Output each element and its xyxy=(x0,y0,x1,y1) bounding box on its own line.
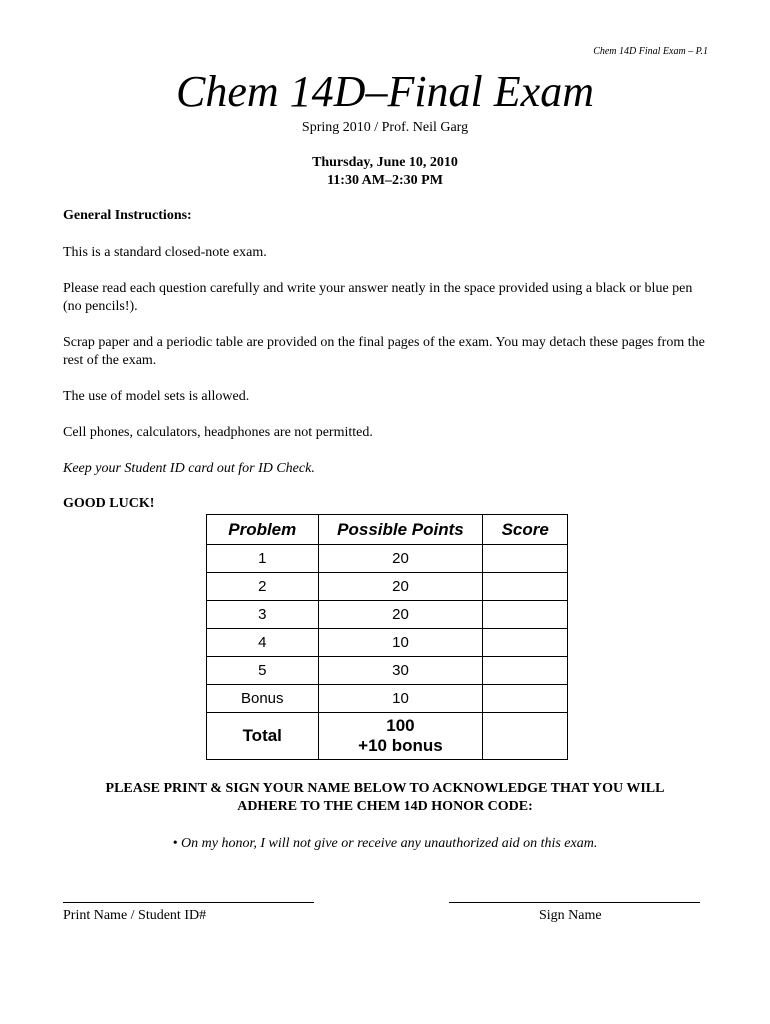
points-cell: 20 xyxy=(318,601,483,629)
score-cell[interactable] xyxy=(483,685,568,713)
total-label: Total xyxy=(207,713,319,760)
instruction-paragraph: Scrap paper and a periodic table are provided on the final pages of the exam. You may detach these pages from the rest of the exam. xyxy=(63,335,705,368)
exam-title: Chem 14D–Final Exam xyxy=(176,67,594,116)
honor-heading-line: ADHERE TO THE CHEM 14D HONOR CODE: xyxy=(237,799,533,814)
total-points-cell xyxy=(318,713,483,760)
column-header: Problem xyxy=(207,515,319,545)
honor-pledge: • On my honor, I will not give or receive any unauthorized aid on this exam. xyxy=(172,836,598,851)
score-cell[interactable] xyxy=(483,657,568,685)
table-row xyxy=(207,573,568,601)
table-row xyxy=(207,685,568,713)
table-row xyxy=(207,629,568,657)
instruction-paragraph: Cell phones, calculators, headphones are not permitted. xyxy=(63,425,373,440)
table-row xyxy=(207,601,568,629)
print-name-line[interactable] xyxy=(63,902,314,903)
score-table xyxy=(206,514,568,760)
table-header-row xyxy=(207,515,568,545)
score-cell[interactable] xyxy=(483,629,568,657)
problem-cell: 1 xyxy=(207,545,319,573)
honor-code-heading xyxy=(0,780,770,816)
total-points: 100 xyxy=(386,716,415,735)
exam-date: Thursday, June 10, 2010 xyxy=(312,155,458,170)
id-check-note: Keep your Student ID card out for ID Check. xyxy=(63,461,315,476)
points-cell: 20 xyxy=(318,573,483,601)
column-header: Score xyxy=(483,515,568,545)
total-score-cell[interactable] xyxy=(483,713,568,760)
score-cell[interactable] xyxy=(483,573,568,601)
problem-cell: 4 xyxy=(207,629,319,657)
problem-cell: 5 xyxy=(207,657,319,685)
instruction-paragraph: The use of model sets is allowed. xyxy=(63,389,250,404)
total-bonus: +10 bonus xyxy=(358,736,443,755)
print-name-label: Print Name / Student ID# xyxy=(63,908,207,923)
points-cell: 30 xyxy=(318,657,483,685)
honor-heading-line: PLEASE PRINT & SIGN YOUR NAME BELOW TO ACKNOWLEDGE THAT YOU WILL xyxy=(105,781,665,796)
problem-cell: 3 xyxy=(207,601,319,629)
problem-cell: 2 xyxy=(207,573,319,601)
instructions-heading: General Instructions: xyxy=(63,208,192,223)
instruction-paragraph: This is a standard closed-note exam. xyxy=(63,245,267,260)
points-cell: 10 xyxy=(318,685,483,713)
column-header: Possible Points xyxy=(318,515,483,545)
table-row xyxy=(207,545,568,573)
good-luck: GOOD LUCK! xyxy=(63,496,155,511)
exam-subtitle: Spring 2010 / Prof. Neil Garg xyxy=(301,120,469,135)
score-cell[interactable] xyxy=(483,545,568,573)
points-cell: 20 xyxy=(318,545,483,573)
sign-name-label: Sign Name xyxy=(539,908,602,923)
sign-name-line[interactable] xyxy=(449,902,700,903)
instruction-paragraph: Please read each question carefully and write your answer neatly in the space provided using a black or blue pen (no pencils!). xyxy=(63,281,693,314)
table-row xyxy=(207,657,568,685)
score-cell[interactable] xyxy=(483,601,568,629)
points-cell: 10 xyxy=(318,629,483,657)
total-row xyxy=(207,713,568,760)
exam-date-block xyxy=(0,154,770,190)
page-header: Chem 14D Final Exam – P.1 xyxy=(593,46,708,57)
problem-cell: Bonus xyxy=(207,685,319,713)
exam-time: 11:30 AM–2:30 PM xyxy=(327,173,443,188)
